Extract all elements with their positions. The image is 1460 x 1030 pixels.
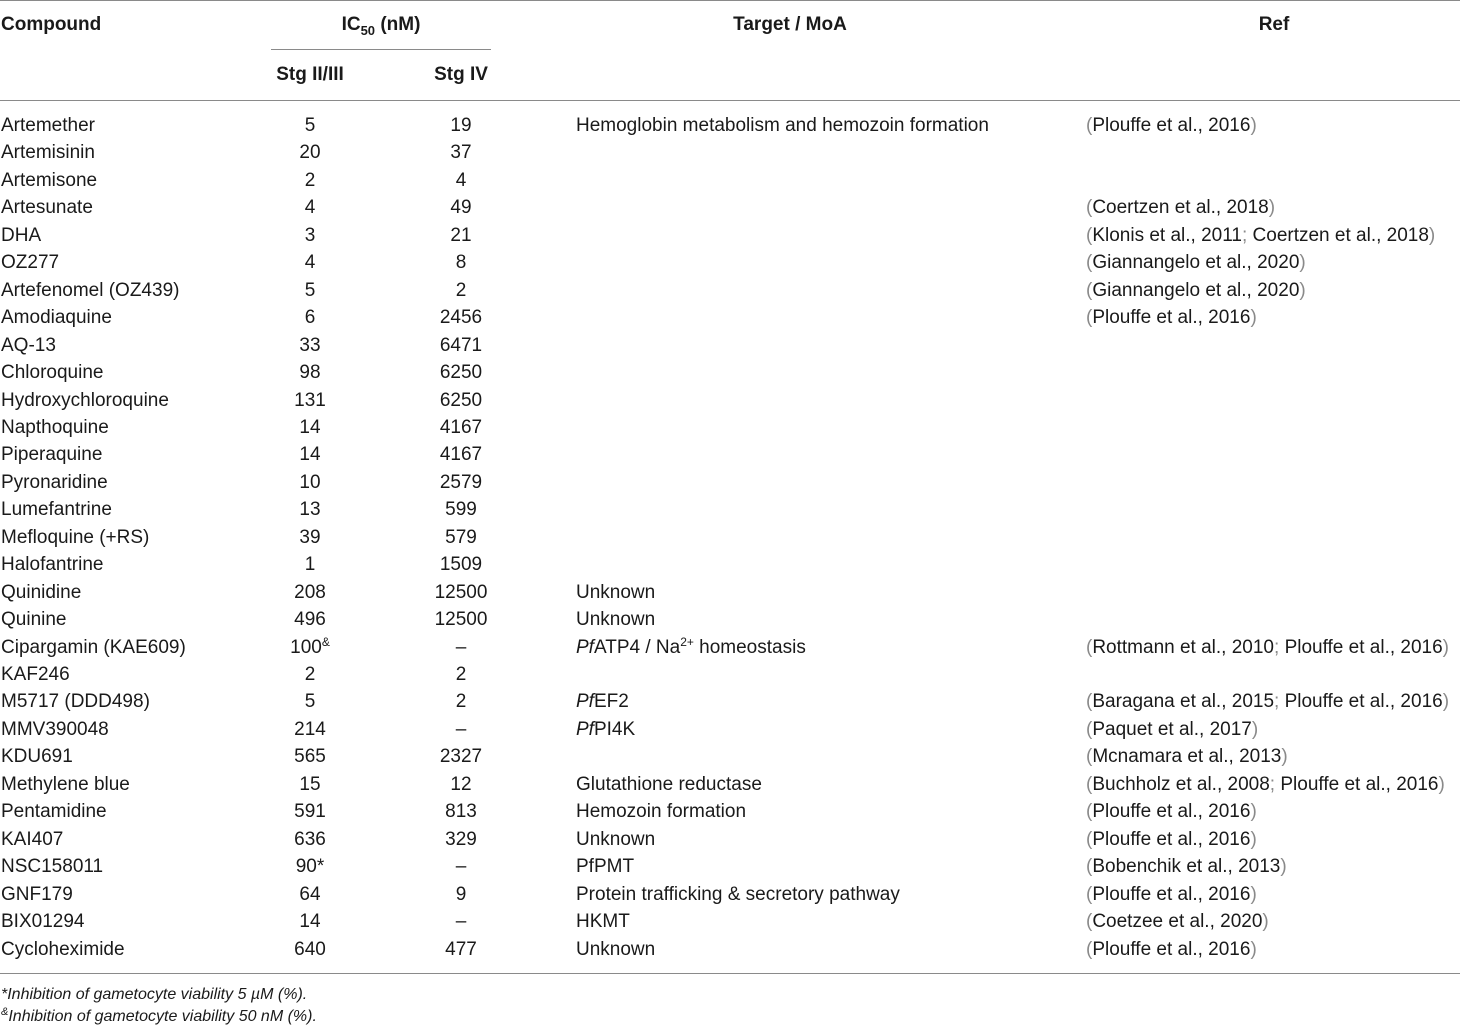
ref-punctuation: ( (1086, 856, 1093, 878)
compound-cell: Artefenomel (OZ439) (1, 279, 180, 301)
citation-link[interactable]: Plouffe et al., 2016 (1092, 307, 1251, 329)
ref-punctuation: ( (1086, 828, 1093, 850)
compound-cell: M5717 (DDD498) (1, 691, 150, 713)
ref-punctuation: ( (1086, 636, 1093, 658)
stg-4-cell: 37 (450, 142, 472, 164)
table-row (0, 332, 1460, 359)
stg-4-cell: – (455, 636, 467, 658)
stg-4-cell: 4 (455, 169, 467, 191)
table-row (0, 414, 1460, 441)
target-text: PfPMT (576, 856, 635, 878)
citation-link[interactable]: Coertzen et al., 2018 (1252, 224, 1429, 246)
table-row (0, 661, 1460, 688)
ref-cell (1086, 112, 1257, 139)
target-organism-prefix: Pf (576, 636, 594, 658)
ref-punctuation: ) (1442, 636, 1449, 658)
header-compound: Compound (1, 14, 102, 35)
target-cell (576, 798, 746, 825)
stg-4-cell: 6471 (439, 334, 483, 356)
ref-cell (1086, 936, 1257, 963)
ref-cell (1086, 716, 1258, 743)
stg-4-cell: 4167 (439, 444, 483, 466)
citation-link[interactable]: Paquet et al., 2017 (1092, 718, 1252, 740)
stg-2-3-value: 2 (304, 169, 316, 191)
target-cell (576, 826, 655, 853)
compound-cell: MMV390048 (1, 718, 109, 740)
citation-link[interactable]: Plouffe et al., 2016 (1092, 115, 1251, 136)
ref-cell (1086, 798, 1257, 825)
stg-4-cell: 2456 (439, 307, 483, 329)
target-text: Unknown (576, 828, 656, 850)
footnote-2-mark: & (1, 1006, 9, 1018)
compound-cell: Artemisone (1, 169, 98, 191)
table-row (0, 579, 1460, 606)
table-row (0, 277, 1460, 304)
citation-link[interactable]: Coertzen et al., 2018 (1092, 197, 1269, 219)
stg-2-3-value: 33 (299, 334, 321, 356)
table-row (0, 167, 1460, 194)
stg-2-3-value: 14 (299, 444, 321, 466)
ref-punctuation: ) (1268, 197, 1276, 219)
table-row (0, 441, 1460, 468)
stg-2-3-value: 4 (304, 252, 316, 274)
compound-cell: DHA (1, 224, 42, 246)
compound-cell: OZ277 (1, 252, 60, 274)
ref-cell (1086, 881, 1257, 908)
ref-cell (1086, 853, 1287, 880)
stg-4-cell: 2 (455, 691, 467, 713)
stg-4-cell: 2 (455, 279, 467, 301)
target-cell (576, 634, 806, 661)
compound-cell: Chloroquine (1, 362, 104, 384)
citation-link[interactable]: Baragana et al., 2015 (1092, 691, 1275, 713)
citation-link[interactable]: Plouffe et al., 2016 (1284, 636, 1443, 658)
table-bottom-rule (0, 973, 1460, 974)
citation-link[interactable]: Klonis et al., 2011 (1092, 224, 1242, 246)
compound-cell: Halofantrine (1, 554, 104, 576)
ref-punctuation: ) (1428, 224, 1436, 246)
ref-punctuation: ( (1086, 883, 1093, 905)
ref-punctuation: ( (1086, 115, 1093, 136)
ic50-underline (271, 49, 491, 50)
table-row (0, 469, 1460, 496)
compound-cell: Pyronaridine (1, 471, 108, 493)
stg-2-3-value: 90* (295, 856, 325, 878)
stg-2-3-value: 39 (299, 526, 321, 548)
stg-2-3-value: 20 (299, 142, 321, 164)
table-row (0, 798, 1460, 825)
stg-2-3-value: 5 (304, 279, 316, 301)
ref-punctuation: ) (1250, 828, 1257, 850)
stg-2-3-value: 10 (299, 471, 321, 493)
ref-punctuation: ( (1086, 197, 1093, 219)
ref-punctuation: ) (1251, 718, 1259, 740)
ref-cell (1086, 634, 1449, 661)
table-row (0, 908, 1460, 935)
citation-link[interactable]: Mcnamara et al., 2013 (1092, 746, 1282, 768)
stg-4-cell: 49 (450, 197, 472, 219)
target-cell (576, 606, 655, 633)
ref-punctuation: ( (1086, 718, 1093, 740)
footnote-2-text: Inhibition of gametocyte viability 50 nM (%). (8, 1008, 317, 1025)
ref-punctuation: ( (1086, 252, 1093, 274)
target-text: Unknown (576, 609, 656, 631)
ref-punctuation: ) (1442, 691, 1450, 713)
ref-punctuation: ( (1086, 307, 1093, 329)
table-row (0, 387, 1460, 414)
compound-cell: Pentamidine (1, 801, 107, 823)
footnote-1: *Inhibition of gametocyte viability 5 µM (%). (1, 986, 308, 1003)
ref-punctuation: ) (1250, 801, 1257, 823)
table-row (0, 853, 1460, 880)
stg-2-3-value: 64 (299, 883, 321, 905)
compound-cell: Cipargamin (KAE609) (1, 636, 186, 658)
ref-punctuation: ) (1281, 746, 1288, 768)
stg-2-3-value: 565 (294, 746, 326, 768)
table-row (0, 716, 1460, 743)
stg-2-3-value: 1 (304, 554, 316, 576)
table-row (0, 304, 1460, 331)
stg-4-cell: 2327 (439, 746, 483, 768)
citation-link[interactable]: Giannangelo et al., 2020 (1092, 252, 1300, 274)
table-row (0, 688, 1460, 715)
stg-4-cell: 2579 (439, 471, 483, 493)
compound-cell: NSC158011 (1, 856, 104, 878)
citation-link[interactable]: Plouffe et al., 2016 (1284, 691, 1443, 713)
compound-cell: Artemether (1, 115, 95, 136)
stg-4-cell: – (455, 718, 467, 740)
target-text: Protein trafficking & secretory pathway (576, 883, 900, 905)
compound-cell: GNF179 (1, 883, 73, 905)
header-bottom-rule (0, 100, 1460, 101)
table-row (0, 359, 1460, 386)
table-row (0, 634, 1460, 661)
ref-cell (1086, 304, 1257, 331)
citation-link[interactable]: Plouffe et al., 2016 (1280, 773, 1439, 795)
stg-2-3-value: 6 (304, 307, 316, 329)
citation-link[interactable]: Plouffe et al., 2016 (1092, 883, 1251, 905)
stg-4-cell: 579 (445, 526, 477, 548)
target-text: Hemoglobin metabolism and hemozoin formation (576, 115, 989, 136)
compound-cell: Methylene blue (1, 773, 130, 795)
stg-2-3-value: 636 (294, 828, 326, 850)
stg-2-3-value: 640 (294, 938, 326, 960)
header-stg-2-3: Stg II/III (276, 64, 344, 85)
ref-punctuation: ) (1250, 307, 1257, 329)
target-superscript: 2+ (680, 634, 694, 649)
compound-cell: KAI407 (1, 828, 64, 850)
stg-4-cell: 19 (450, 115, 472, 136)
ref-punctuation: ; (1269, 773, 1281, 795)
table-row (0, 771, 1460, 798)
table-row (0, 826, 1460, 853)
stg-4-cell: 599 (445, 499, 477, 521)
compound-cell: Lumefantrine (1, 499, 112, 521)
compound-cell: KDU691 (1, 746, 73, 768)
target-cell (576, 579, 655, 606)
target-cell (576, 688, 629, 715)
table-row (0, 743, 1460, 770)
citation-link[interactable]: Plouffe et al., 2016 (1092, 828, 1251, 850)
stg-4-cell: – (455, 911, 467, 933)
table-row (0, 249, 1460, 276)
footnote-mark: & (321, 634, 330, 649)
citation-link[interactable]: Bobenchik et al., 2013 (1092, 856, 1281, 878)
stg-4-cell: 12500 (434, 581, 488, 603)
ref-cell (1086, 743, 1288, 770)
ref-punctuation: ; (1241, 224, 1253, 246)
ref-punctuation: ) (1250, 938, 1257, 960)
compound-cell: KAF246 (1, 664, 70, 685)
ref-cell (1086, 908, 1269, 935)
stg-4-cell: 9 (455, 883, 467, 905)
stg-2-3-value: 131 (294, 389, 326, 411)
table-row (0, 551, 1460, 578)
ref-punctuation: ) (1299, 279, 1306, 301)
stg-4-cell: 813 (445, 801, 477, 823)
citation-link[interactable]: Plouffe et al., 2016 (1092, 801, 1251, 823)
table-row (0, 139, 1460, 166)
compound-cell: Artemisinin (1, 142, 95, 164)
stg-2-3-value: 100 (290, 636, 322, 658)
target-cell (576, 936, 655, 963)
stg-4-cell: 21 (450, 224, 472, 246)
target-cell (576, 853, 634, 880)
compound-cell: Quinine (1, 609, 67, 631)
ref-punctuation: ( (1086, 773, 1093, 795)
compound-cell: AQ-13 (1, 334, 56, 356)
ref-punctuation: ( (1086, 279, 1093, 301)
stg-4-cell: 477 (445, 938, 477, 960)
table-row (0, 112, 1460, 139)
ref-punctuation: ; (1274, 636, 1285, 658)
stg-2-3-value: 14 (299, 911, 321, 933)
target-text: PI4K (593, 718, 636, 740)
ref-punctuation: ) (1438, 773, 1445, 795)
ref-punctuation: ) (1280, 856, 1287, 878)
table-row (0, 524, 1460, 551)
stg-4-cell: 329 (445, 828, 477, 850)
ref-punctuation: ( (1086, 224, 1093, 246)
header-ref: Ref (1258, 14, 1290, 35)
stg-2-3-value: 98 (299, 362, 321, 384)
compound-cell: Mefloquine (+RS) (1, 526, 150, 548)
stg-2-3-value: 2 (304, 664, 316, 685)
stg-2-3-value: 208 (294, 581, 326, 603)
ref-cell (1086, 194, 1275, 221)
stg-2-3-value: 5 (304, 115, 316, 136)
ref-punctuation: ( (1086, 801, 1093, 823)
ref-punctuation: ( (1086, 938, 1093, 960)
stg-2-3-value: 3 (304, 224, 316, 246)
compound-cell: Amodiaquine (1, 307, 112, 329)
citation-link[interactable]: Giannangelo et al., 2020 (1092, 279, 1300, 301)
table-row (0, 222, 1460, 249)
target-cell (576, 771, 762, 798)
ref-punctuation: ) (1299, 252, 1306, 274)
compound-cell: Piperaquine (1, 444, 103, 466)
stg-4-cell: 2 (455, 664, 467, 685)
target-text-suffix: homeostasis (693, 636, 806, 658)
target-cell (576, 716, 635, 743)
stg-4-cell: 4167 (439, 416, 483, 438)
target-cell (576, 881, 900, 908)
stg-2-3-value: 13 (299, 499, 321, 521)
ref-punctuation: ( (1086, 746, 1093, 768)
stg-4-cell: – (455, 856, 467, 878)
ref-punctuation: ) (1262, 911, 1269, 933)
ref-cell (1086, 688, 1449, 715)
compound-cell: BIX01294 (1, 911, 85, 933)
target-text: Unknown (576, 581, 656, 603)
target-text: Unknown (576, 938, 656, 960)
compound-cell: Napthoquine (1, 416, 109, 438)
target-cell (576, 908, 630, 935)
stg-4-cell: 6250 (439, 362, 483, 384)
target-text: EF2 (593, 691, 629, 713)
stg-4-cell: 12500 (434, 609, 488, 631)
stg-2-3-value: 496 (294, 609, 326, 631)
citation-link[interactable]: Buchholz et al., 2008 (1092, 773, 1270, 795)
compound-cell: Hydroxychloroquine (1, 389, 169, 411)
ref-punctuation: ) (1250, 115, 1257, 136)
table-row (0, 496, 1460, 523)
header-stg-4: Stg IV (434, 64, 488, 85)
target-text: Glutathione reductase (576, 773, 762, 795)
stg-2-3-value: 15 (299, 773, 321, 795)
footnote-2 (1, 1008, 317, 1026)
compound-cell: Cycloheximide (1, 938, 125, 960)
header-target: Target / MoA (733, 14, 847, 35)
ref-punctuation: ) (1250, 883, 1257, 905)
stg-4-cell: 1509 (439, 554, 483, 576)
compound-cell: Quinidine (1, 581, 82, 603)
citation-link[interactable]: Coetzee et al., 2020 (1092, 911, 1263, 933)
ref-punctuation: ( (1086, 911, 1093, 933)
target-text: ATP4 / Na (593, 636, 681, 658)
ref-cell (1086, 249, 1306, 276)
table-row (0, 606, 1460, 633)
target-text: Hemozoin formation (576, 801, 747, 823)
citation-link[interactable]: Rottmann et al., 2010 (1092, 636, 1274, 658)
ref-cell (1086, 277, 1306, 304)
header-ic50: $IC_{50}$ (nM) (341, 14, 421, 38)
compound-cell: Artesunate (1, 197, 93, 219)
ref-cell (1086, 826, 1257, 853)
table-top-rule (0, 0, 1460, 1)
target-organism-prefix: Pf (576, 691, 594, 713)
stg-2-3-value: 214 (294, 718, 326, 740)
table-row (0, 936, 1460, 963)
target-text: HKMT (576, 911, 630, 933)
stg-4-cell: 8 (455, 252, 467, 274)
table-row (0, 881, 1460, 908)
stg-2-3-value: 591 (294, 801, 326, 823)
ref-cell (1086, 222, 1435, 249)
stg-2-3-value: 4 (304, 197, 316, 219)
ref-cell (1086, 771, 1445, 798)
ref-punctuation: ; (1274, 691, 1285, 713)
stg-2-3-value: 5 (304, 691, 316, 713)
stg-2-3-value: 14 (299, 416, 321, 438)
ref-punctuation: ( (1086, 691, 1093, 713)
stg-4-cell: 6250 (439, 389, 483, 411)
stg-4-cell: 12 (450, 773, 472, 795)
target-organism-prefix: Pf (576, 718, 594, 740)
table-row (0, 194, 1460, 221)
target-cell (576, 112, 989, 139)
citation-link[interactable]: Plouffe et al., 2016 (1092, 938, 1251, 960)
